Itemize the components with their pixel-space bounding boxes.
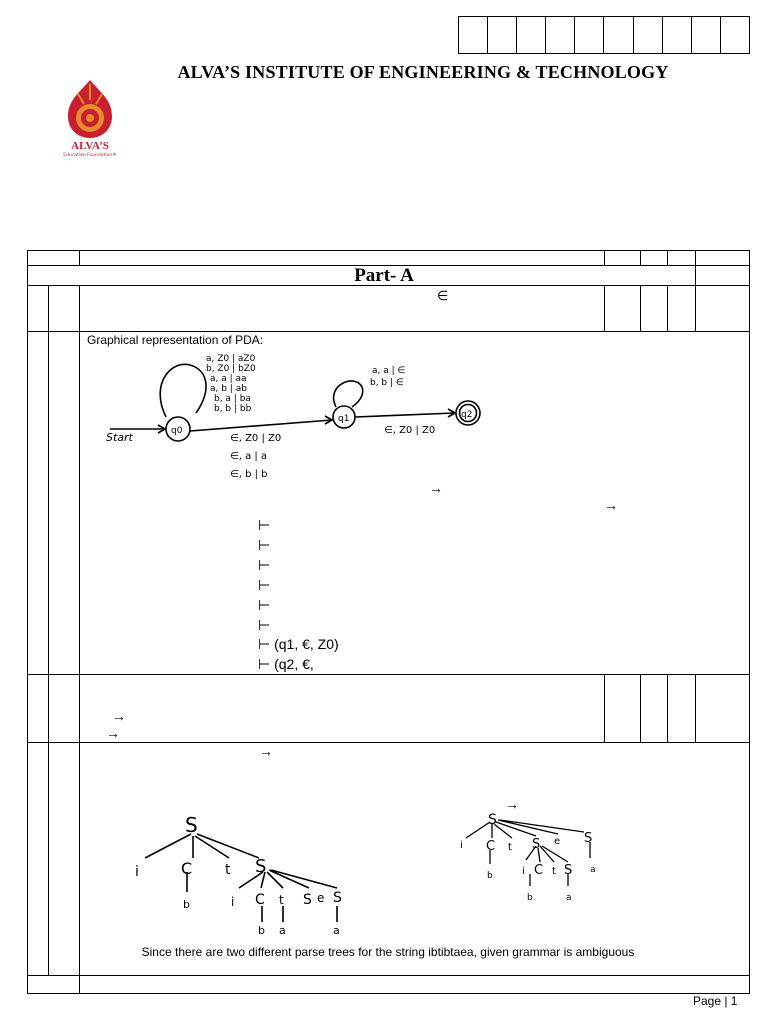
- table-col-line: [604, 250, 605, 266]
- usn-cell: [517, 17, 546, 53]
- table-col-line: [667, 674, 668, 743]
- q0-loop-label: a, a | aa: [210, 374, 247, 384]
- q2-label: q2: [461, 410, 473, 420]
- logo-subtext: Education Foundation®: [63, 153, 117, 158]
- svg-text:i: i: [460, 840, 463, 851]
- q0-q1-label: ∈, b | b: [230, 469, 268, 480]
- usn-cell: [634, 17, 663, 53]
- derivation-step: ⊢: [258, 597, 271, 613]
- q0-loop-label: b, Z0 | bZ0: [206, 364, 256, 374]
- svg-text:i: i: [135, 864, 139, 880]
- svg-text:C: C: [534, 863, 544, 878]
- usn-cell: [721, 17, 749, 53]
- svg-text:S: S: [564, 863, 573, 878]
- usn-cell: [459, 17, 488, 53]
- table-border-top: [27, 250, 750, 251]
- svg-text:S: S: [333, 890, 342, 906]
- usn-cell: [604, 17, 633, 53]
- svg-text:S: S: [532, 837, 541, 852]
- svg-text:b: b: [183, 898, 190, 911]
- table-col-line: [667, 285, 668, 332]
- svg-text:b: b: [258, 924, 265, 937]
- table-col-line: [640, 285, 641, 332]
- table-col-line: [48, 331, 49, 675]
- arrow: →: [604, 497, 618, 513]
- derivation-step: ⊢ (q1, €, Z0): [258, 636, 339, 652]
- q0-q1-label: ∈, a | a: [230, 451, 268, 462]
- pda-diagram: [100, 345, 500, 485]
- table-col-line: [640, 250, 641, 266]
- parse-tree-1: [125, 810, 355, 940]
- q0-label: q0: [171, 426, 183, 436]
- table-col-line: [695, 285, 696, 332]
- svg-text:C: C: [486, 839, 496, 854]
- table-col-line: [79, 250, 80, 266]
- usn-cell: [692, 17, 721, 53]
- svg-text:t: t: [225, 862, 231, 878]
- logo-text: ALVA’S: [71, 140, 109, 152]
- q1-self-loop: [334, 381, 363, 407]
- table-col-line: [695, 250, 696, 266]
- parse-tree-2: [450, 810, 620, 910]
- table-rule: [27, 674, 750, 675]
- q0-loop-label: a, Z0 | aZ0: [206, 354, 256, 364]
- usn-cell: [488, 17, 517, 53]
- table-border-right: [749, 250, 750, 994]
- table-border-left: [27, 250, 28, 994]
- table-col-line: [48, 742, 49, 976]
- usn-cell: [663, 17, 692, 53]
- svg-text:e: e: [317, 891, 325, 905]
- svg-text:i: i: [522, 866, 525, 877]
- svg-text:S: S: [584, 831, 593, 846]
- arrow: →: [106, 725, 120, 741]
- pda-heading: Graphical representation of PDA:: [87, 333, 264, 347]
- derivation-step: ⊢: [258, 577, 271, 593]
- table-col-line: [79, 285, 80, 993]
- table-col-line: [695, 674, 696, 743]
- derivation-step: ⊢: [258, 537, 271, 553]
- page-number: Page | 1: [693, 994, 738, 1008]
- arrow: →: [112, 708, 126, 724]
- transition-q0-q1: [190, 420, 332, 431]
- start-label: Start: [106, 431, 133, 444]
- svg-text:b: b: [527, 893, 533, 903]
- element-of-symbol: ∈: [437, 288, 449, 303]
- table-rule: [27, 331, 750, 332]
- table-col-line: [640, 674, 641, 743]
- q0-self-loop: [160, 364, 206, 417]
- table-border-bottom: [27, 993, 750, 994]
- usn-boxes: [458, 16, 750, 54]
- table-col-line: [48, 285, 49, 332]
- svg-text:a: a: [333, 924, 340, 937]
- institute-logo: [50, 78, 130, 158]
- table-col-line: [48, 674, 49, 743]
- q0-loop-label: b, b | bb: [214, 404, 252, 414]
- svg-text:i: i: [231, 895, 235, 909]
- institute-title: ALVA’S INSTITUTE OF ENGINEERING & TECHNOLOGY: [177, 62, 669, 82]
- derivation-step: ⊢: [258, 617, 271, 633]
- q1-q2-label: ∈, Z0 | Z0: [384, 425, 436, 436]
- derivation-step: ⊢ (q2, €,: [258, 656, 314, 672]
- svg-text:a: a: [279, 924, 286, 937]
- svg-text:e: e: [554, 836, 561, 847]
- svg-text:t: t: [508, 842, 512, 853]
- svg-text:S: S: [185, 813, 198, 837]
- usn-cell: [575, 17, 604, 53]
- transition-q1-q2: [355, 413, 455, 417]
- table-rule: [27, 742, 750, 743]
- table-col-line: [604, 285, 605, 332]
- ambiguity-caption: Since there are two different parse trees for the string ibtibtaea, given grammar is ambiguous: [141, 945, 635, 959]
- svg-text:S: S: [255, 856, 267, 877]
- arrow: →: [429, 480, 443, 496]
- svg-text:S: S: [488, 812, 497, 828]
- table-col-line: [667, 250, 668, 266]
- svg-text:t: t: [279, 893, 284, 907]
- svg-text:a: a: [590, 865, 596, 875]
- table-col-line: [604, 674, 605, 743]
- derivation-step: ⊢: [258, 517, 271, 533]
- derivation-step: ⊢: [258, 557, 271, 573]
- q1-loop-label: b, b | ∈: [370, 378, 404, 388]
- svg-text:S: S: [303, 892, 312, 908]
- section-title: Part- A: [354, 265, 414, 286]
- q0-loop-label: a, b | ab: [210, 384, 247, 394]
- q0-loop-label: b, a | ba: [214, 394, 251, 404]
- table-rule: [27, 975, 750, 976]
- svg-text:C: C: [255, 892, 265, 908]
- arrow: →: [505, 796, 519, 812]
- q0-q1-label: ∈, Z0 | Z0: [230, 433, 282, 444]
- q1-label: q1: [338, 414, 350, 424]
- svg-text:a: a: [566, 893, 572, 903]
- svg-text:b: b: [487, 871, 493, 881]
- svg-text:C: C: [181, 859, 193, 878]
- svg-text:t: t: [552, 866, 556, 877]
- q1-loop-label: a, a | ∈: [372, 366, 406, 376]
- usn-cell: [546, 17, 575, 53]
- arrow: →: [259, 743, 273, 759]
